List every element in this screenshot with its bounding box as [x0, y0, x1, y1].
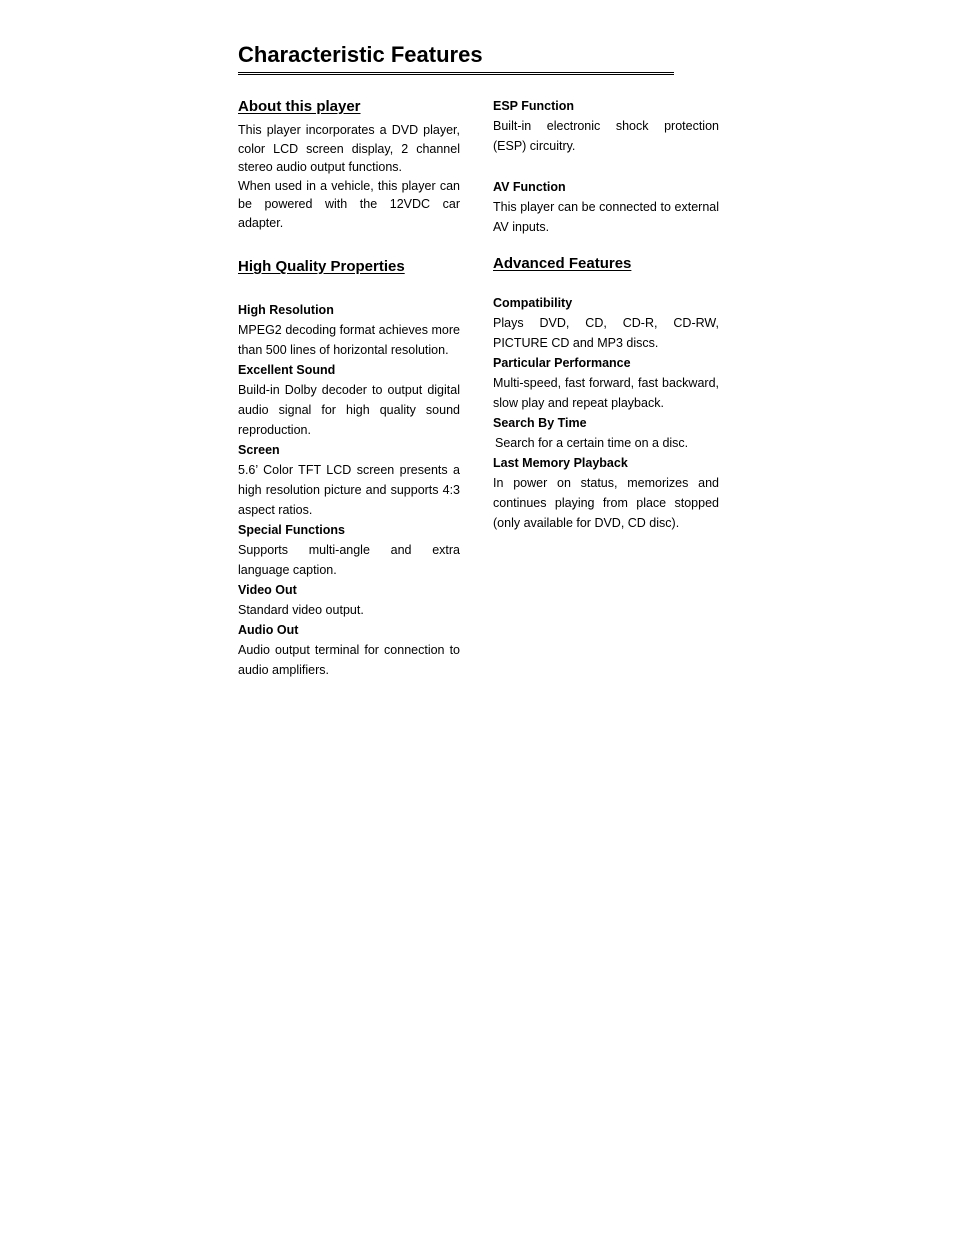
feature-text: Audio output terminal for connection to audio amplifiers. [238, 643, 460, 677]
feature-title: Screen [238, 443, 280, 457]
feature-text: Supports multi-angle and extra language caption. [238, 543, 460, 577]
feature-title: Search By Time [493, 416, 587, 430]
esp-title: ESP Function [493, 99, 575, 113]
feature-title: Video Out [238, 583, 297, 597]
quality-heading: High Quality Properties [238, 258, 405, 275]
av-title: AV Function [493, 180, 566, 194]
feature-item [238, 620, 460, 680]
feature-text: Standard video output. [238, 603, 364, 617]
feature-text: Search for a certain time on a disc. [495, 436, 689, 450]
feature-text: Plays DVD, CD, CD-R, CD-RW, PICTURE CD and MP3 discs. [493, 316, 719, 350]
advanced-section [493, 253, 719, 533]
feature-title: Audio Out [238, 623, 299, 637]
left-column [238, 96, 460, 680]
esp-section [493, 96, 719, 156]
page-title: Characteristic Features [238, 40, 674, 75]
feature-item [238, 520, 460, 580]
feature-text: Build-in Dolby decoder to output digital audio signal for high quality sound reproduction. [238, 383, 460, 437]
feature-title: Excellent Sound [238, 363, 336, 377]
feature-text: 5.6’ Color TFT LCD screen presents a high resolution picture and supports 4:3 aspect ratios. [238, 463, 460, 517]
feature-title: Compatibility [493, 296, 573, 310]
feature-item [238, 360, 460, 440]
feature-text: MPEG2 decoding format achieves more than 500 lines of horizontal resolution. [238, 323, 460, 357]
esp-text: Built-in electronic shock protection (ESP) circuitry. [493, 119, 719, 153]
feature-item [493, 353, 719, 413]
quality-section [238, 256, 460, 680]
feature-item [238, 440, 460, 520]
feature-text: Multi-speed, fast forward, fast backward, slow play and repeat playback. [493, 376, 719, 410]
about-heading: About this player [238, 98, 361, 115]
advanced-heading: Advanced Features [493, 255, 632, 272]
about-paragraph-2: When used in a vehicle, this player can be powered with the 12VDC car adapter. [238, 178, 460, 230]
feature-item [493, 413, 719, 453]
about-section [238, 96, 460, 232]
av-section [493, 177, 719, 237]
feature-title: Last Memory Playback [493, 456, 628, 470]
feature-item [238, 300, 460, 360]
feature-title: High Resolution [238, 303, 334, 317]
feature-item [493, 453, 719, 533]
feature-item [238, 580, 460, 620]
feature-title: Special Functions [238, 523, 345, 537]
av-text: This player can be connected to external AV inputs. [493, 200, 719, 234]
feature-item [493, 293, 719, 353]
about-paragraph-1: This player incorporates a DVD player, color LCD screen display, 2 channel stereo audio output functions. [238, 123, 460, 174]
feature-text: In power on status, memorizes and continues playing from place stopped (only available for DVD, CD disc). [493, 476, 719, 530]
feature-title: Particular Performance [493, 356, 631, 370]
right-column [493, 96, 719, 533]
